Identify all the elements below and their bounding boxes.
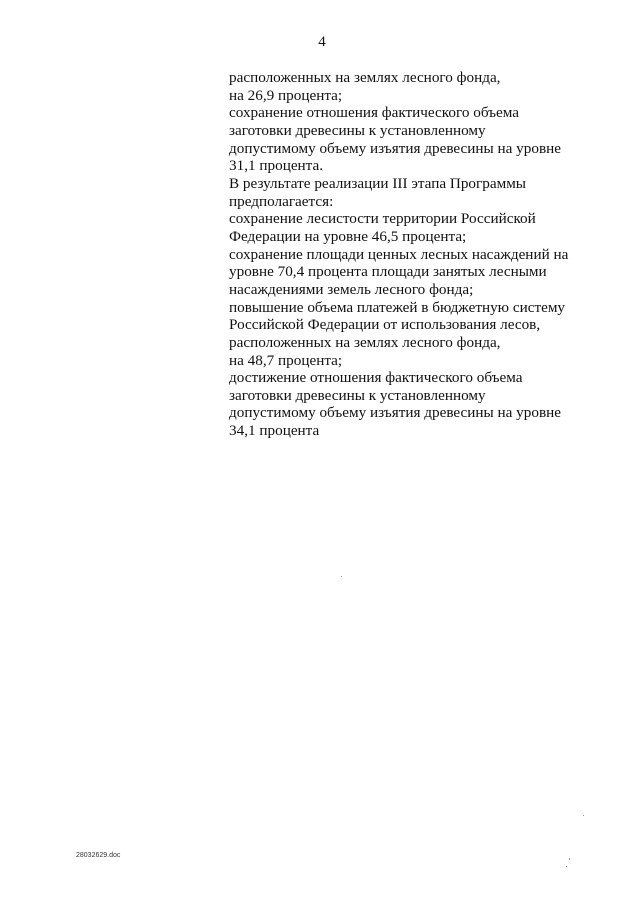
- document-code: 28032629.doc: [76, 852, 121, 859]
- text-line: заготовки древесины к установленному: [229, 386, 486, 404]
- scan-speck: [566, 866, 567, 867]
- text-line: 34,1 процента: [229, 422, 320, 440]
- page-number: 4: [318, 34, 326, 50]
- text-line: сохранение лесистости территории Российской: [229, 210, 536, 228]
- text-line: заготовки древесины к установленному: [229, 121, 486, 139]
- text-line: достижение отношения фактического объема: [229, 369, 523, 387]
- text-line: допустимому объему изъятия древесины на уровне: [229, 404, 562, 422]
- text-line: предполагается:: [229, 192, 334, 210]
- scan-speck: [341, 576, 342, 577]
- text-line: на 48,7 процента;: [229, 351, 343, 369]
- text-line: В результате реализации III этапа Программы: [229, 174, 527, 192]
- text-line: расположенных на землях лесного фонда,: [229, 333, 501, 351]
- scan-speck: [583, 815, 584, 816]
- scan-speck: [569, 858, 570, 860]
- body-text: [229, 69, 589, 440]
- text-line: Российской Федерации от использования лесов,: [229, 316, 541, 334]
- text-line: на 26,9 процента;: [229, 86, 343, 104]
- text-line: расположенных на землях лесного фонда,: [229, 69, 501, 86]
- text-line: уровне 70,4 процента площади занятых лесными: [229, 263, 547, 281]
- text-line: повышение объема платежей в бюджетную систему: [229, 298, 566, 316]
- text-line: сохранение площади ценных лесных насаждений на: [229, 245, 569, 263]
- text-line: допустимому объему изъятия древесины на уровне: [229, 139, 562, 157]
- text-line: Федерации на уровне 46,5 процента;: [229, 227, 467, 245]
- text-line: 31,1 процента.: [229, 157, 324, 175]
- text-line: сохранение отношения фактического объема: [229, 104, 520, 122]
- text-line: насаждениями земель лесного фонда;: [229, 280, 474, 298]
